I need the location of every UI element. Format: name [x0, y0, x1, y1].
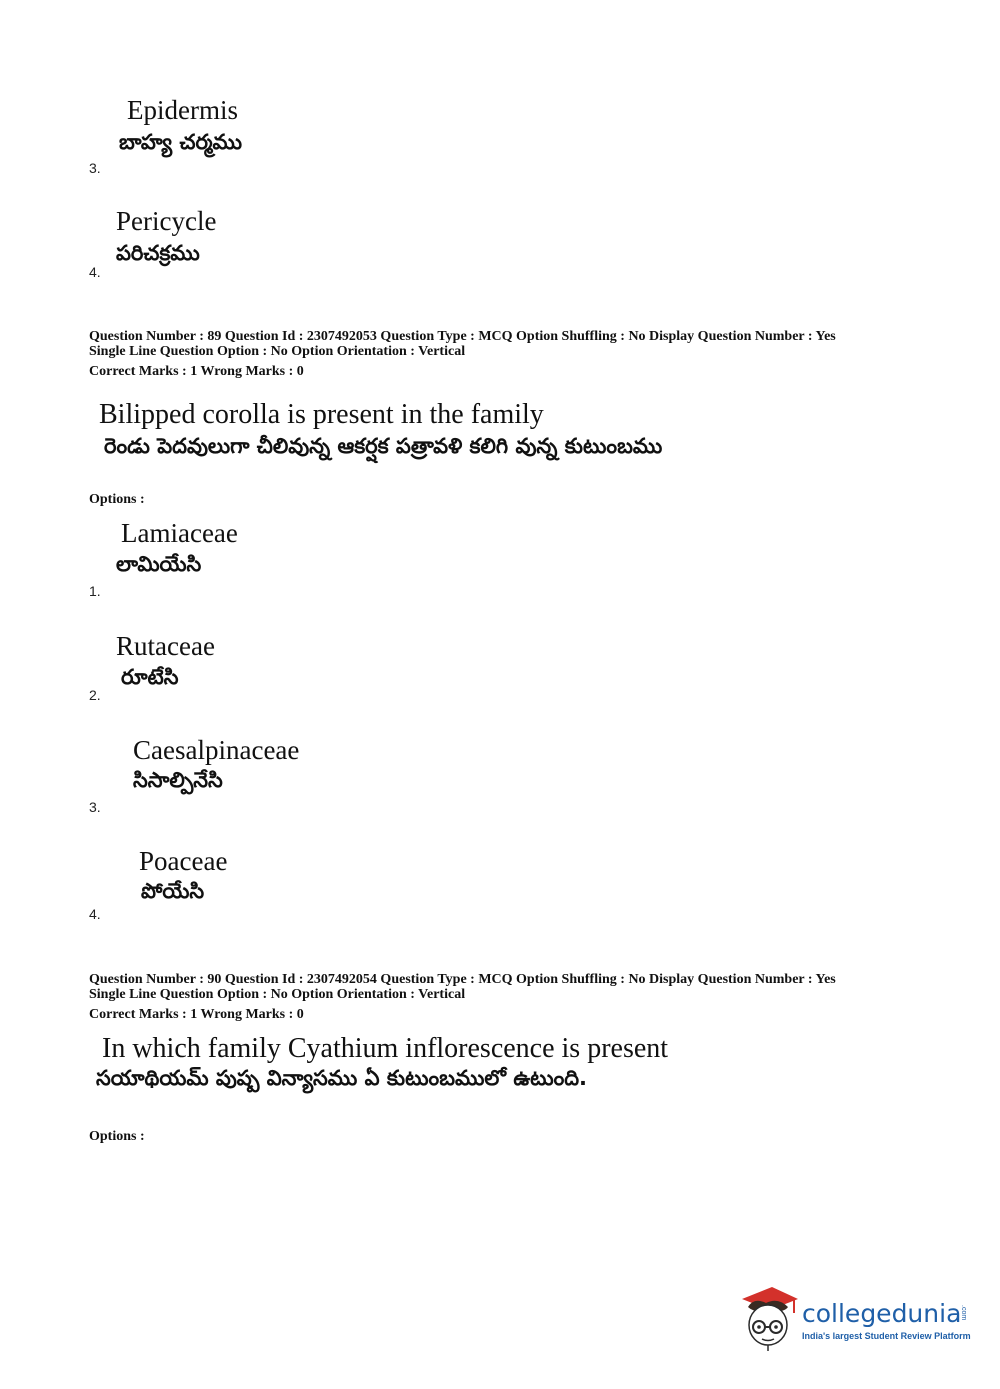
mascot-icon: [738, 1283, 800, 1353]
option-english: Caesalpinaceae: [133, 735, 300, 765]
option-telugu: రూటేసి: [121, 665, 179, 689]
option-number: 2.: [89, 687, 101, 703]
option-english: Epidermis: [127, 95, 238, 125]
logo-tagline: India's largest Student Review Platform: [802, 1331, 971, 1341]
option-number: 4.: [89, 906, 101, 922]
question-meta-line1: Question Number : 89 Question Id : 2307492053 Question Type : MCQ Option Shuffling : No Display Question Number : Yes: [89, 329, 836, 344]
option-telugu: లామియేసి: [116, 552, 202, 576]
question-meta-line3: Correct Marks : 1 Wrong Marks : 0: [89, 364, 304, 379]
option-telugu: సిసాల్పినేసి: [133, 768, 223, 792]
options-label: Options :: [89, 1129, 145, 1144]
question-text-english: In which family Cyathium inflorescence is present: [102, 1033, 669, 1064]
question-meta-line2: Single Line Question Option : No Option Orientation : Vertical: [89, 987, 466, 1002]
question-text-telugu: రెండు పెదవులుగా చీలివున్న ఆకర్షక పత్రావళి కలిగి వున్న కుటుంబము: [104, 434, 663, 458]
question-text-telugu: సయాథియమ్ పుష్ప విన్యాసము ఏ కుటుంబములో ఉటుంది.: [96, 1066, 588, 1090]
question-text-english: Bilipped corolla is present in the family: [99, 399, 544, 430]
option-telugu: పోయేసి: [141, 879, 205, 903]
option-english: Rutaceae: [116, 631, 215, 661]
option-number: 3.: [89, 799, 101, 815]
option-number: 4.: [89, 264, 101, 280]
option-english: Lamiaceae: [121, 518, 238, 548]
option-number: 1.: [89, 583, 101, 599]
question-meta-line1: Question Number : 90 Question Id : 2307492054 Question Type : MCQ Option Shuffling : No Display Question Number : Yes: [89, 972, 836, 987]
question-meta-line3: Correct Marks : 1 Wrong Marks : 0: [89, 1007, 304, 1022]
logo-name: collegedunia: [802, 1299, 962, 1328]
collegedunia-logo: [738, 1283, 971, 1353]
option-english: Pericycle: [116, 206, 217, 236]
option-number: 3.: [89, 160, 101, 176]
question-meta-line2: Single Line Question Option : No Option Orientation : Vertical: [89, 344, 466, 359]
options-label: Options :: [89, 492, 145, 507]
option-telugu: బాహ్య చర్మము: [119, 130, 243, 154]
option-telugu: పరిచక్రము: [116, 241, 200, 265]
option-english: Poaceae: [139, 846, 228, 876]
logo-suffix: .com: [960, 1305, 967, 1321]
